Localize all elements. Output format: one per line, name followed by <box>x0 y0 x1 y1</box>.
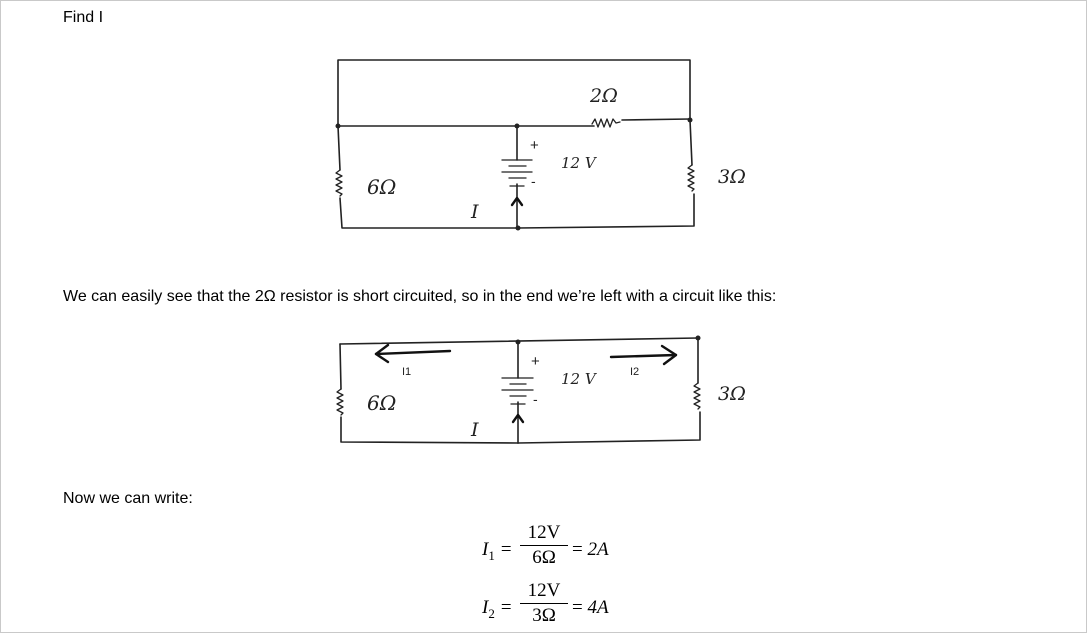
resistor-3ohm-2 <box>694 383 700 409</box>
i1-arrow <box>376 345 450 362</box>
label-i1: I1 <box>402 366 412 378</box>
resistor-6ohm-2 <box>337 389 343 415</box>
label-6ohm: 6Ω <box>367 175 397 199</box>
equation-i2 <box>482 580 642 632</box>
minus-sign: - <box>531 173 536 189</box>
label-current-2: I <box>471 419 479 441</box>
equation-result: = 4A <box>572 597 609 618</box>
explanation-text: We can easily see that the 2Ω resistor is short circuited, so in the end we’re left with a circuit like this: <box>63 288 777 305</box>
label-current: I <box>471 201 479 223</box>
label-source: 12 V <box>561 154 596 172</box>
plus-sign: + <box>530 137 539 154</box>
i2-arrow <box>611 346 676 364</box>
minus-sign-2: - <box>533 391 538 407</box>
equation-lhs: $I_2$ = <box>482 597 513 621</box>
equation-i1 <box>482 522 642 578</box>
equation-result: = 2A <box>572 539 609 560</box>
equation-fraction: 12V 6Ω <box>520 522 568 569</box>
label-2ohm: 2Ω <box>590 85 618 107</box>
equation-lhs: $I_1$ = <box>482 539 513 563</box>
write-label: Now we can write: <box>63 490 193 507</box>
label-6ohm-2: 6Ω <box>367 391 397 415</box>
label-source-2: 12 V <box>561 370 596 388</box>
label-i2: I2 <box>630 366 640 378</box>
equation-fraction: 12V 3Ω <box>520 580 568 627</box>
label-3ohm-2: 3Ω <box>718 383 746 405</box>
plus-sign-2: + <box>531 353 540 370</box>
label-3ohm: 3Ω <box>718 166 746 188</box>
page-title: Find I <box>63 9 104 26</box>
